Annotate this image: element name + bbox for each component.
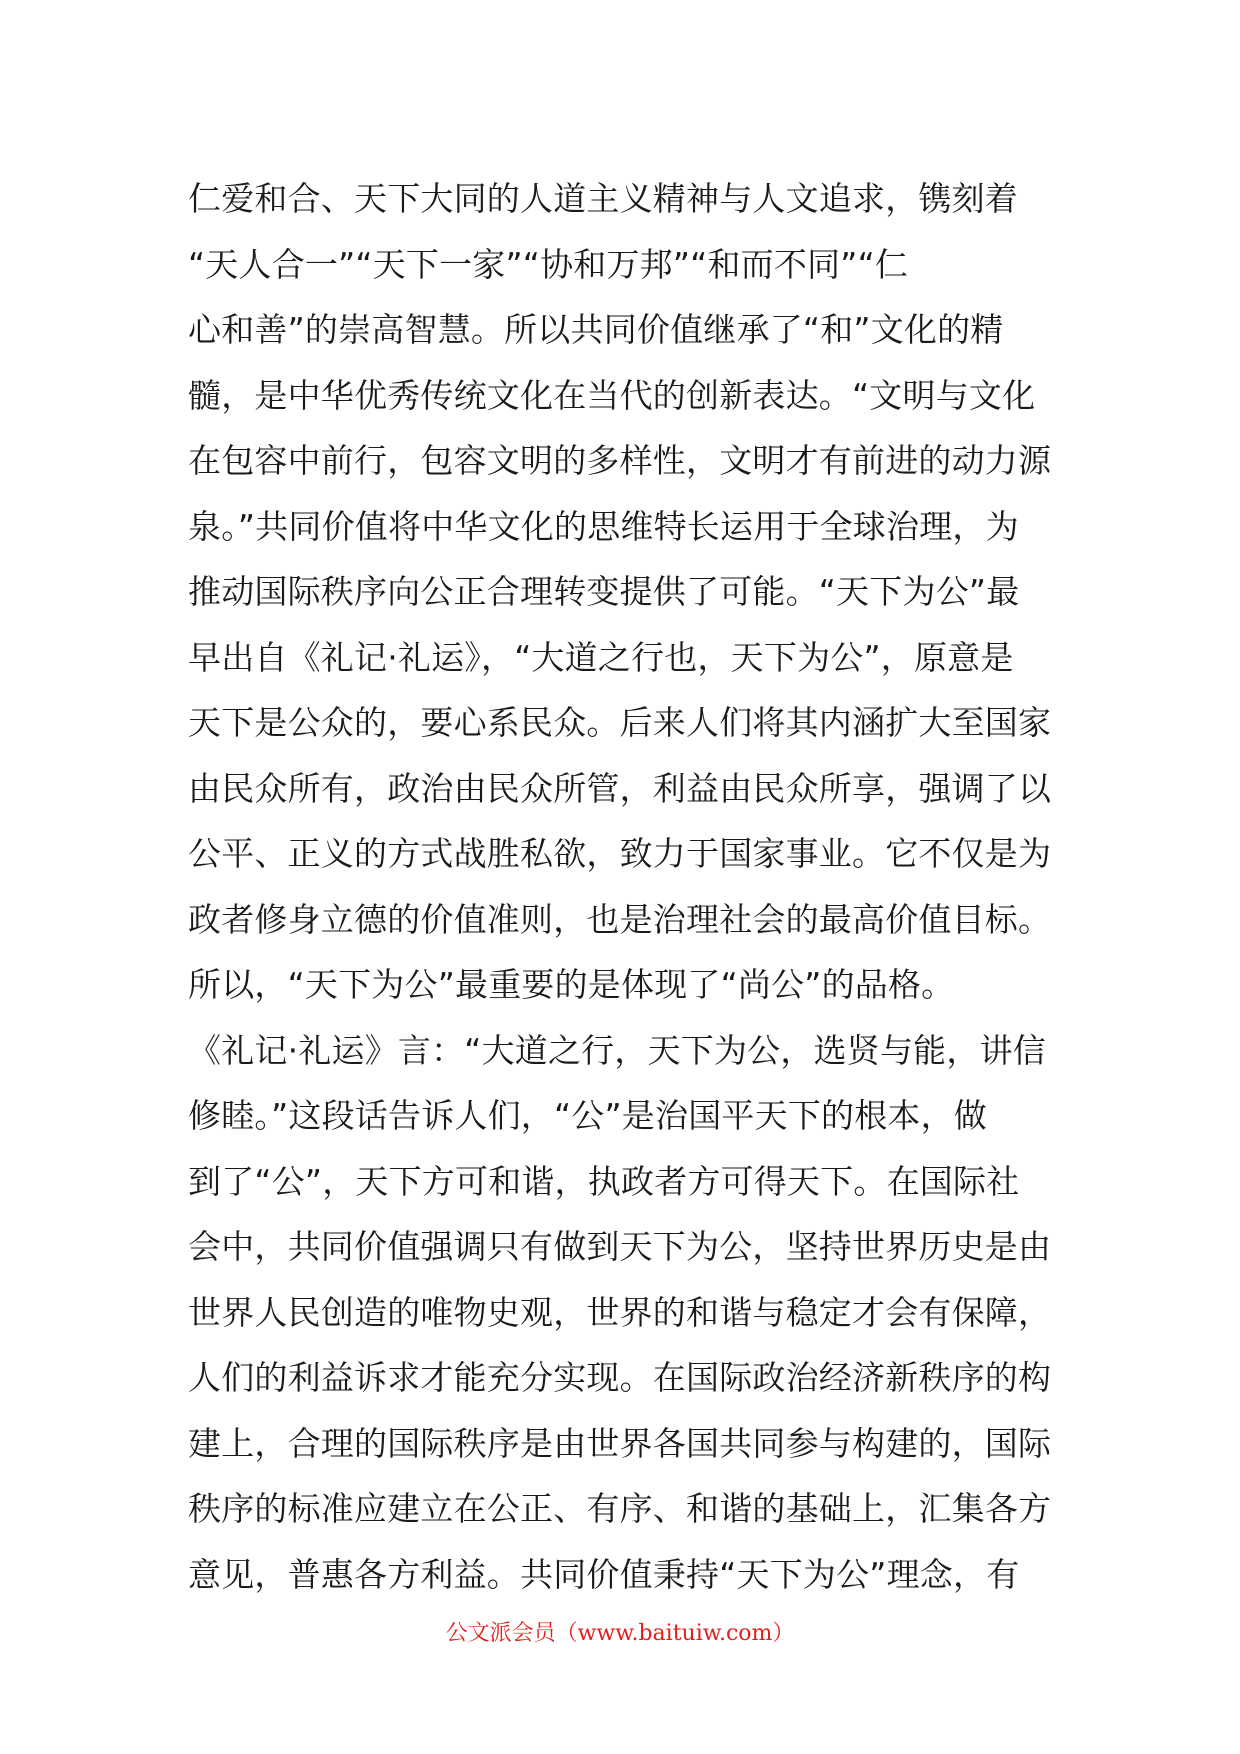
text-line: 由民众所有，政治由民众所管，利益由民众所享，强调了以 [188,768,1052,808]
text-line: 泉。”共同价值将中华文化的思维特长运用于全球治理，为 [188,506,1019,546]
text-line: 天下是公众的，要心系民众。后来人们将其内涵扩大至国家 [188,703,1052,742]
text-line: 秩序的标准应建立在公正、有序、和谐的基础上，汇集各方 [188,1489,1052,1528]
text-line: 到了“公”，天下方可和谐，执政者方可得天下。在国际社 [188,1161,1020,1201]
text-line: 意见，普惠各方利益。共同价值秉持“天下为公”理念，有 [188,1554,1020,1594]
text-line: 修睦。”这段话告诉人们，“公”是治国平天下的根本，做 [188,1096,987,1135]
text-line: 建上，合理的国际秩序是由世界各国共同参与构建的，国际 [188,1423,1052,1463]
footer-watermark: 公文派会员（www.baituiw.com） [445,1621,795,1646]
text-line: 所以，“天下为公”最重要的是体现了“尚公”的品格。 [188,965,955,1004]
text-line: 仁爱和合、天下大同的人道主义精神与人文追求，镌刻着 [188,179,1018,218]
text-line: 人们的利益诉求才能充分实现。在国际政治经济新秩序的构 [188,1358,1052,1397]
text-line: 公平、正义的方式战胜私欲，致力于国家事业。它不仅是为 [188,834,1052,873]
text-line: 心和善”的崇高智慧。所以共同价值继承了“和”文化的精 [188,310,1004,349]
text-line: 政者修身立德的价值准则，也是治理社会的最高价值目标。 [188,899,1052,939]
text-line: 会中，共同价值强调只有做到天下为公，坚持世界历史是由 [188,1227,1052,1266]
text-line: 世界人民创造的唯物史观，世界的和谐与稳定才会有保障， [188,1292,1052,1332]
text-line: 推动国际秩序向公正合理转变提供了可能。“天下为公”最 [188,572,1020,611]
text-line: 在包容中前行，包容文明的多样性，文明才有前进的动力源 [188,441,1052,480]
text-line: 髓，是中华优秀传统文化在当代的创新表达。“文明与文化 [188,375,1036,415]
text-line: 《礼记·礼运》言：“大道之行，天下为公，选贤与能，讲信 [188,1030,1046,1070]
body-text [188,166,1068,1607]
text-line: 早出自《礼记·礼运》，“大道之行也，天下为公”，原意是 [188,637,1014,677]
text-line: “天人合一”“天下一家”“协和万邦”“和而不同”“仁 [188,244,909,284]
